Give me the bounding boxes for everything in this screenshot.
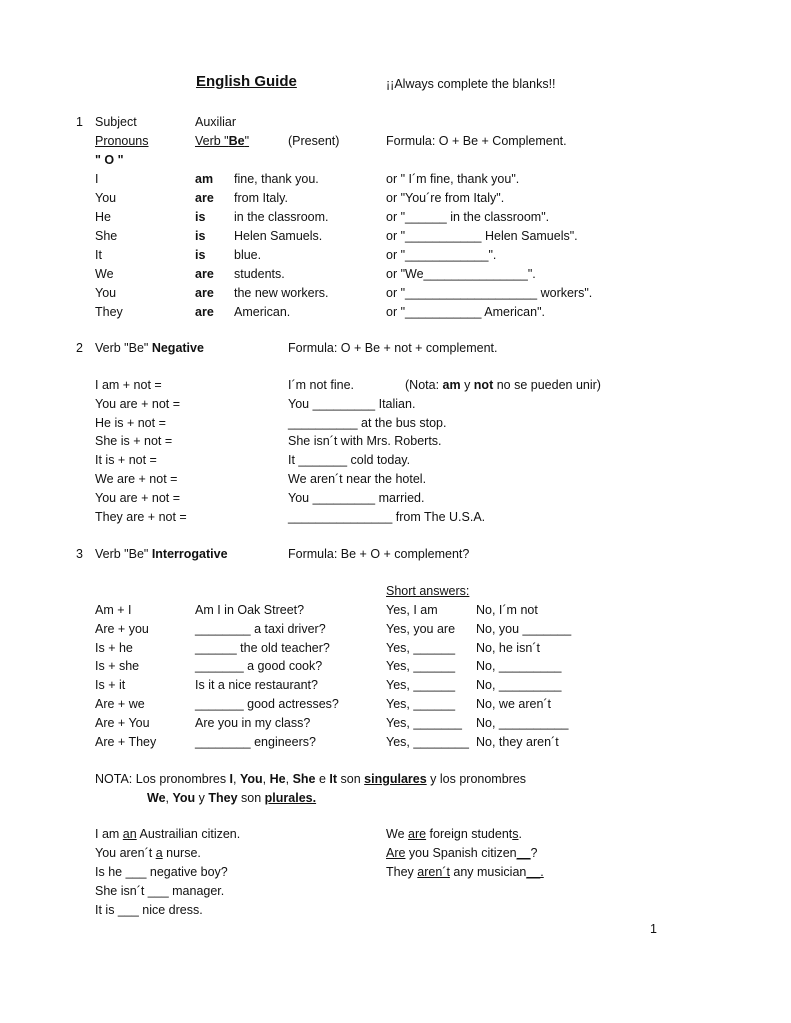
negative-formula: You are + not =: [95, 490, 181, 505]
short-answer-no: No, he isn´t: [476, 640, 540, 655]
section-number: 1: [76, 115, 83, 129]
contraction-exercise: or "___________ Helen Samuels".: [386, 229, 578, 243]
section-heading: Verb "Be" Interrogative: [95, 547, 228, 561]
tense-label: (Present): [288, 134, 340, 148]
column-header: Auxiliar: [195, 115, 236, 129]
question: _______ a good cook?: [195, 659, 323, 674]
verb: is: [195, 210, 206, 224]
pronoun: You: [95, 191, 117, 205]
formula: Formula: Be + O + complement?: [288, 547, 470, 561]
short-answer-no: No, _________: [476, 659, 562, 674]
verb: are: [195, 267, 214, 281]
question: ______ the old teacher?: [195, 640, 330, 655]
complement: Helen Samuels.: [234, 229, 323, 243]
complement: students.: [234, 267, 285, 281]
negative-formula: It is + not =: [95, 453, 157, 468]
example-sentence: It is ___ nice dress.: [95, 903, 203, 917]
interrogative-formula: Is + he: [95, 640, 133, 655]
short-answer-yes: Yes, ______: [386, 659, 456, 674]
contraction-exercise: or "______ in the classroom".: [386, 210, 550, 224]
negative-exercise: I´m not fine.: [288, 378, 354, 392]
negative-exercise: It _______ cold today.: [288, 453, 411, 468]
short-answer-no: No, __________: [476, 715, 569, 730]
pronoun: We: [95, 267, 114, 281]
question: Am I in Oak Street?: [195, 603, 305, 617]
contraction-exercise: or "___________________ workers".: [386, 286, 593, 300]
negative-exercise: _______________ from The U.S.A.: [288, 509, 486, 524]
negative-formula: They are + not =: [95, 509, 187, 524]
negative-exercise: You _________ married.: [288, 490, 425, 505]
short-answer-yes: Yes, I am: [386, 603, 438, 617]
section-number: 3: [76, 547, 83, 561]
complement: American.: [234, 305, 291, 319]
short-answer-yes: Yes, _______: [386, 715, 463, 730]
interrogative-formula: Are + You: [95, 715, 150, 730]
complement: the new workers.: [234, 286, 329, 300]
verb: is: [195, 229, 206, 243]
column-header: Subject: [95, 115, 137, 129]
question: ________ a taxi driver?: [195, 621, 326, 636]
formula: Formula: O + Be + not + complement.: [288, 341, 498, 355]
column-header: " O ": [95, 153, 124, 167]
verb: is: [195, 248, 206, 262]
verb: are: [195, 305, 214, 319]
nota-line-2: We, You y They son plurales.: [147, 791, 317, 805]
question: Is it a nice restaurant?: [195, 678, 318, 693]
negative-formula: You are + not =: [95, 396, 181, 411]
nota-line-1: NOTA: Los pronombres I, You, He, She e It son singulares y los pronombres: [95, 772, 527, 786]
interrogative-formula: Is + it: [95, 678, 126, 693]
section-number: 2: [76, 341, 83, 355]
negative-exercise: We aren´t near the hotel.: [288, 472, 427, 486]
short-answer-no: No, you _______: [476, 621, 572, 636]
example-sentence: You aren´t a nurse.: [95, 846, 201, 860]
interrogative-formula: Is + she: [95, 659, 140, 674]
negative-formula: He is + not =: [95, 415, 166, 430]
header-note: ¡¡Always complete the blanks!!: [386, 77, 556, 91]
interrogative-formula: Am + I: [95, 603, 132, 617]
short-answer-yes: Yes, ______: [386, 697, 456, 711]
verb: are: [195, 191, 214, 205]
contraction-exercise: or "____________".: [386, 248, 497, 262]
interrogative-formula: Are + They: [95, 734, 157, 749]
pronoun: She: [95, 229, 118, 243]
pronoun: He: [95, 210, 111, 224]
question: Are you in my class?: [195, 715, 311, 730]
short-answer-yes: Yes, you are: [386, 621, 456, 636]
short-answer-yes: Yes, ______: [386, 678, 456, 693]
negative-exercise: __________ at the bus stop.: [288, 415, 447, 430]
pronoun: They: [95, 305, 123, 319]
negative-formula: She is + not =: [95, 434, 173, 449]
example-sentence: Are you Spanish citizen__?: [386, 846, 538, 860]
example-sentence: Is he ___ negative boy?: [95, 865, 228, 879]
contraction-exercise: or "We_______________".: [386, 267, 536, 281]
short-answer-no: No, they aren´t: [476, 734, 559, 749]
pronoun: You: [95, 286, 117, 300]
contraction-exercise: or "___________ American".: [386, 305, 545, 319]
pronoun: It: [95, 248, 102, 262]
formula: Formula: O + Be + Complement.: [386, 134, 567, 148]
contraction-exercise: or " I´m fine, thank you".: [386, 172, 520, 186]
contraction-exercise: or "You´re from Italy".: [386, 191, 505, 205]
question: _______ good actresses?: [195, 697, 339, 711]
verb: are: [195, 286, 214, 300]
question: ________ engineers?: [195, 734, 316, 749]
short-answer-no: No, _________: [476, 678, 562, 693]
nota: (Nota: am y not no se pueden unir): [405, 378, 601, 392]
short-answer-no: No, we aren´t: [476, 697, 552, 711]
column-header: Verb "Be": [195, 134, 250, 148]
page-title: English Guide: [196, 73, 297, 90]
example-sentence: She isn´t ___ manager.: [95, 884, 225, 898]
complement: fine, thank you.: [234, 172, 319, 186]
short-answer-yes: Yes, ______: [386, 640, 456, 655]
page-number: 1: [650, 922, 657, 936]
short-answer-no: No, I´m not: [476, 603, 538, 617]
negative-formula: I am + not =: [95, 378, 162, 392]
short-answer-yes: Yes, ________: [386, 734, 469, 749]
verb: am: [195, 172, 214, 186]
complement: from Italy.: [234, 191, 288, 205]
example-sentence: They aren´t any musician__.: [386, 865, 544, 879]
short-answers-heading: Short answers:: [386, 584, 470, 598]
complement: in the classroom.: [234, 210, 329, 224]
complement: blue.: [234, 248, 262, 262]
negative-formula: We are + not =: [95, 472, 178, 486]
pronoun: I: [95, 172, 99, 186]
negative-exercise: You _________ Italian.: [288, 396, 416, 411]
example-sentence: We are foreign students.: [386, 827, 522, 841]
column-header: Pronouns: [95, 134, 149, 148]
section-heading: Verb "Be" Negative: [95, 341, 204, 355]
example-sentence: I am an Austrailian citizen.: [95, 827, 241, 841]
interrogative-formula: Are + you: [95, 621, 149, 636]
negative-exercise: She isn´t with Mrs. Roberts.: [288, 434, 442, 449]
interrogative-formula: Are + we: [95, 697, 145, 711]
